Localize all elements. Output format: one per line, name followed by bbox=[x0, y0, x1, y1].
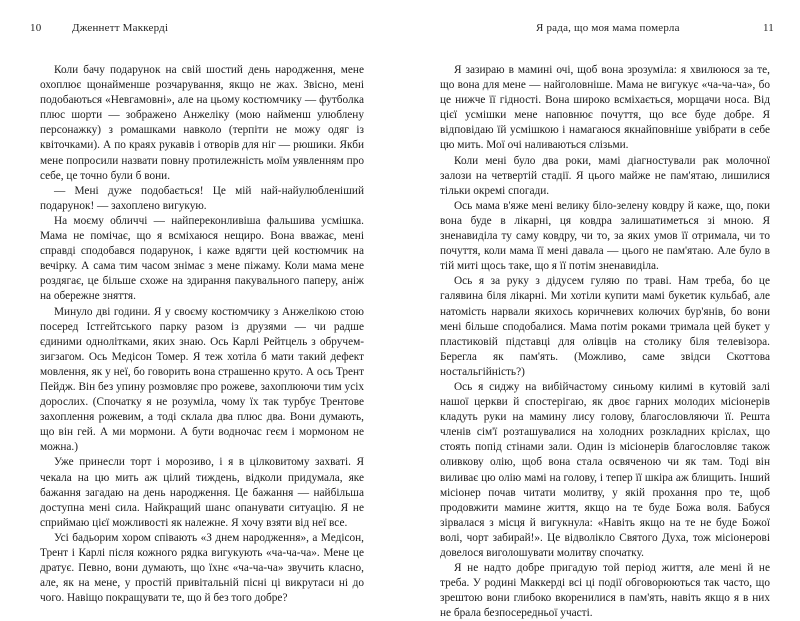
paragraph: На моєму обличчі — найпереконливіша фальшива усмішка. Мама не помічає, що я всміхаюся нещиро. Вона вважає, мені справді сподобався подарунок, і каже вдягти цей костюмчик на вечірку. А сама тим часом знімає з мене піжаму. Коли мама мене роздягає, це більше схоже на здирання пакувального паперу, аніж на обережне зняття. bbox=[40, 214, 364, 303]
page-number: 11 bbox=[763, 22, 774, 34]
paragraph: Коли мені було два роки, мамі діагностували рак молочної залози на четвертій стадії. Я цього майже не пам'ятаю, лишилися тільки окремі спогади. bbox=[440, 154, 770, 197]
page-number: 10 bbox=[30, 22, 42, 34]
paragraph: Усі бадьорим хором співають «З днем народження», а Медісон, Трент і Карлі після кожного рядка вигукують «ча-ча-ча». Мене це дратує. Певно, вони думають, що їхнє «ча-ча-ча» звучить класно, але, як на мене, у простій привітальній пісні ці викрутаси ні до чого. Навіщо покращувати те, що й без того добре? bbox=[40, 531, 364, 605]
paragraph: Я не надто добре пригадую той період життя, але мені й не треба. У родині Маккерді всі ці події обговорюються так часто, що зрештою вони глибоко вкоренилися в пам'ять, навіть якщо я в них не брала безпосередньої участі. bbox=[440, 562, 770, 620]
paragraph: Ось я за руку з дідусем гуляю по траві. Нам треба, бо це галявина біля лікарні. Ми хотіли купити мамі букетик кульбаб, але натомість нарвали якихось коричневих колючих бур'янів, бо вони мені більше сподобалися. Мама потім роками тримала цей букет у пластиковій підставці для олівців на столику біля телевізора. Берегла як пам'ять. (Можливо, саме звідси Скоттова ностальгійність?) bbox=[440, 275, 770, 378]
running-head-author: Дженнетт Маккерді bbox=[72, 22, 169, 34]
paragraph: Я зазираю в мамині очі, щоб вона зрозуміла: я хвилююся за те, що вона для мене — найголовніше. Мама не вигукує «ча-ча-ча», бо це нижче її гідності. Вона широко всміхається, морщачи носа. Від цієї усмішки мене наповнює почуття, що все буде добре. Я відповідаю їй усмішкою і намагаюся якнайповніше увібрати в себе цю мить. Мої очі наливаються слізьми. bbox=[440, 64, 770, 152]
running-head-title: Я рада, що моя мама померла bbox=[536, 22, 680, 34]
paragraph: Ось я сиджу на вибійчастому синьому килимі в кутовій залі нашої церкви й спостерігаю, як двоє гарних молодих місіонерів кладуть руки на мамину лису голову, благословляючи її. Решта членів сім'ї розташувалися на холодних розкладних кріслах, що стоять попід стінами зали. Один із місіонерів благословляє також оливкову олію, щоб вона стала освяченою чи як там. Тоді він виливає цю олію мамі на голову, і тепер її шкіра аж блищить. Інший місіонер почав читати молитву, у якій прохання про те, щоб продовжити мамине життя, якщо на те буде Божа воля. Бабуся зірвалася з місця й вигукнула: «Навіть якщо на те не буде Божої волі, чорт забирай!». Це відволікло Святого Духа, тож місіонерові довелося виголошувати молитву спочатку. bbox=[440, 380, 770, 559]
paragraph: Минуло дві години. Я у своєму костюмчику з Анжелікою стою посеред Істгейтського парку разом із друзями — чи радше єдиними однолітками, яких знаю. Ось Карлі Рейтцель з обручем-зигзагом. Ось Медісон Томер. Я теж хотіла б мати такий дефект мовлення, як у неї, бо говорить вона страшенно круто. А ось Трент Пейдж. Він без упину розмовляє про рожеве, захоплюючи тим усіх дорослих. (Спочатку я не розуміла, чому їх так турбує Трентове захоплення рожевим, а тоді склала два плюс два. Вони думають, що він гей. А ми мормони. А бути водночас геєм і мормоном не можна.) bbox=[40, 305, 364, 454]
left-page-body bbox=[40, 63, 364, 606]
paragraph: Уже принесли торт і морозиво, і я в цілковитому захваті. Я чекала на цю мить аж цілий тиждень, відколи придумала, яке бажання загадаю на день народження. Це бажання — найбільша доступна мені сила. Найкращий шанс опанувати ситуацію. Я не сприймаю цієї можливості як належне. Я хочу взяти від неї все. bbox=[40, 456, 364, 529]
paragraph: Ось мама в'яже мені велику біло-зелену ковдру й каже, що, поки вона буде в лікарні, ця ковдра залишатиметься зі мною. Я зненавиділа ту саму ковдру, чи то, за яких умов її отримала, чи то почуття, коли мама її мені давала — цього не пам'ятаю. Але було в тій миті щось таке, що я її потім зненавиділа. bbox=[440, 199, 770, 273]
paragraph: — Мені дуже подобається! Це мій най-найулюбленіший подарунок! — захоплено вигукую. bbox=[40, 184, 364, 212]
right-page-body bbox=[440, 63, 770, 621]
paragraph: Коли бачу подарунок на свій шостий день народження, мене охоплює щонайменше розчарування, якщо не жах. Звісно, мені подобаються «Невгамовні», але на цьому костюмчику — футболка плюс шорти — зображено Анжеліку (мою найменш улюблену персонажку) з ромашками навколо (терпіти не можу одяг із квіточками). А по краях рукавів і отворів для ніг — рюшики. Якби мене попросили назвати повну протилежність моїм уявленням про себе, це точно були б вони. bbox=[40, 64, 364, 182]
left-page bbox=[0, 0, 400, 605]
right-page bbox=[400, 0, 800, 620]
